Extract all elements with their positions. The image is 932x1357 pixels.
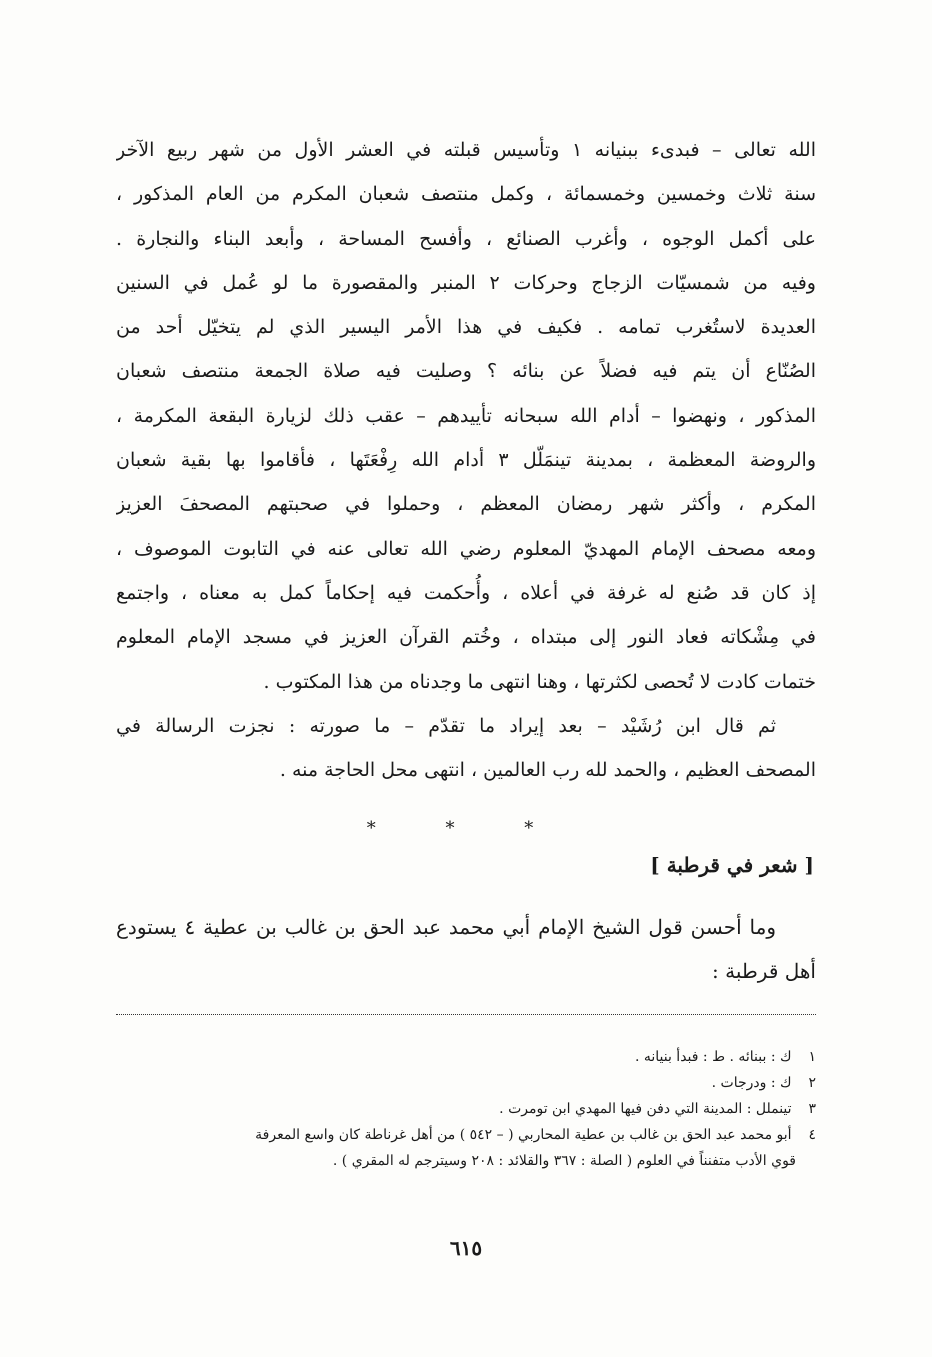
text-line: العديدة لاستُغرب تمامه . فكيف في هذا الأمر اليسير الذي لم يتخيّل أحد من — [116, 316, 816, 339]
footnote-text: ك : ودرجات . — [711, 1075, 792, 1091]
footnote-text: قوي الأدب متفنناً في العلوم ( الصلة : ٣٦٧ والقلائد : ٢٠٨ وسيترجم له المقري ) . — [332, 1153, 796, 1169]
page-number: ٦١٥ — [449, 1236, 483, 1260]
footnote-text: أبو محمد عبد الحق بن غالب بن عطية المحاربي ( – ٥٤٢ ) من أهل غرناطة كان واسع المعرفة — [255, 1127, 792, 1143]
footnote-number: ١ — [808, 1049, 816, 1065]
text-line: سنة ثلاث وخمسين وخمسمائة ، وكمل منتصف شعبان المكرم من العام المذكور ، — [116, 183, 816, 206]
text-line: الله تعالى – فبدىء ببنيانه ١ وتأسيس قبلته في العشر الأول من شهر ربيع الآخر — [116, 139, 816, 161]
section-divider-stars: * * * — [366, 818, 566, 839]
text-line: أهل قرطبة : — [712, 959, 816, 983]
footnote-separator — [116, 1014, 816, 1015]
text-line: وفيه من شمسيّات الزجاج وحركات ٢ المنبر والمقصورة ما لو عُمل في السنين — [116, 271, 816, 294]
text-line: والروضة المعظمة ، بمدينة تينمَلّل ٣ أدام الله رِفْعَتَها ، فأقاموا بها بقية شعبان — [116, 449, 816, 472]
footnotes — [116, 1044, 816, 1174]
text-line: على أكمل الوجوه ، وأغرب الصنائع ، وأفسح المساحة ، وأبعد البناء والنجارة . — [116, 227, 816, 250]
footnote — [116, 1044, 816, 1070]
footnote-number: ٣ — [808, 1101, 816, 1117]
footnote-continuation — [116, 1148, 816, 1174]
main-text — [116, 128, 816, 792]
footnote-text: ك : ببنائه . ط : فبدأ بنيانه . — [634, 1049, 792, 1065]
text-line: وما أحسن قول الشيخ الإمام أبي محمد عبد الحق بن غالب بن عطية ٤ يستودع — [116, 915, 776, 939]
text-line: الصُنّاع أن يتم فيه فضلاً عن بنائه ؟ وصليت فيه صلاة الجمعة منتصف شعبان — [116, 360, 816, 383]
text-line: ختمات كادت لا تُحصى لكثرتها ، وهنا انتهى ما وجدناه من هذا المكتوب . — [263, 670, 816, 693]
text-line: في مِشْكاته فعاد النور إلى مبتداه ، وخُتم القرآن العزيز في مسجد الإمام المعلوم — [116, 626, 816, 649]
text-line: ثم قال ابن رُشَيْد – بعد إيراد ما تقدّم – ما صورته : نجزت الرسالة في — [116, 714, 776, 737]
footnote — [116, 1122, 816, 1148]
text-line: إذ كان قد صُنع له غرفة في أعلاه ، وأُحكمت فيه إحكاماً كمل به معناه ، واجتمع — [116, 581, 816, 604]
text-line: ومعه مصحف الإمام المهديّ المعلوم رضي الله تعالى عنه في التابوت الموصوف ، — [116, 537, 816, 560]
footnote-number: ٤ — [808, 1127, 816, 1143]
section-text — [116, 905, 816, 993]
section-heading: [ شعر في قرطبة ] — [650, 853, 814, 877]
footnote-text: تينملل : المدينة التي دفن فيها المهدي ابن تومرت . — [499, 1101, 792, 1117]
footnote-number: ٢ — [808, 1075, 816, 1091]
text-line: المصحف العظيم ، والحمد لله رب العالمين ، انتهى محل الحاجة منه . — [279, 759, 816, 782]
footnote — [116, 1070, 816, 1096]
footnote — [116, 1096, 816, 1122]
text-line: المذكور ، ونهضوا – أدام الله سبحانه تأييدهم – عقب ذلك لزيارة البقعة المكرمة ، — [116, 404, 816, 427]
text-line: المكرم ، وأكثر شهر رمضان المعظم ، وحملوا في صحبتهم المصحفَ العزيز — [116, 493, 816, 516]
